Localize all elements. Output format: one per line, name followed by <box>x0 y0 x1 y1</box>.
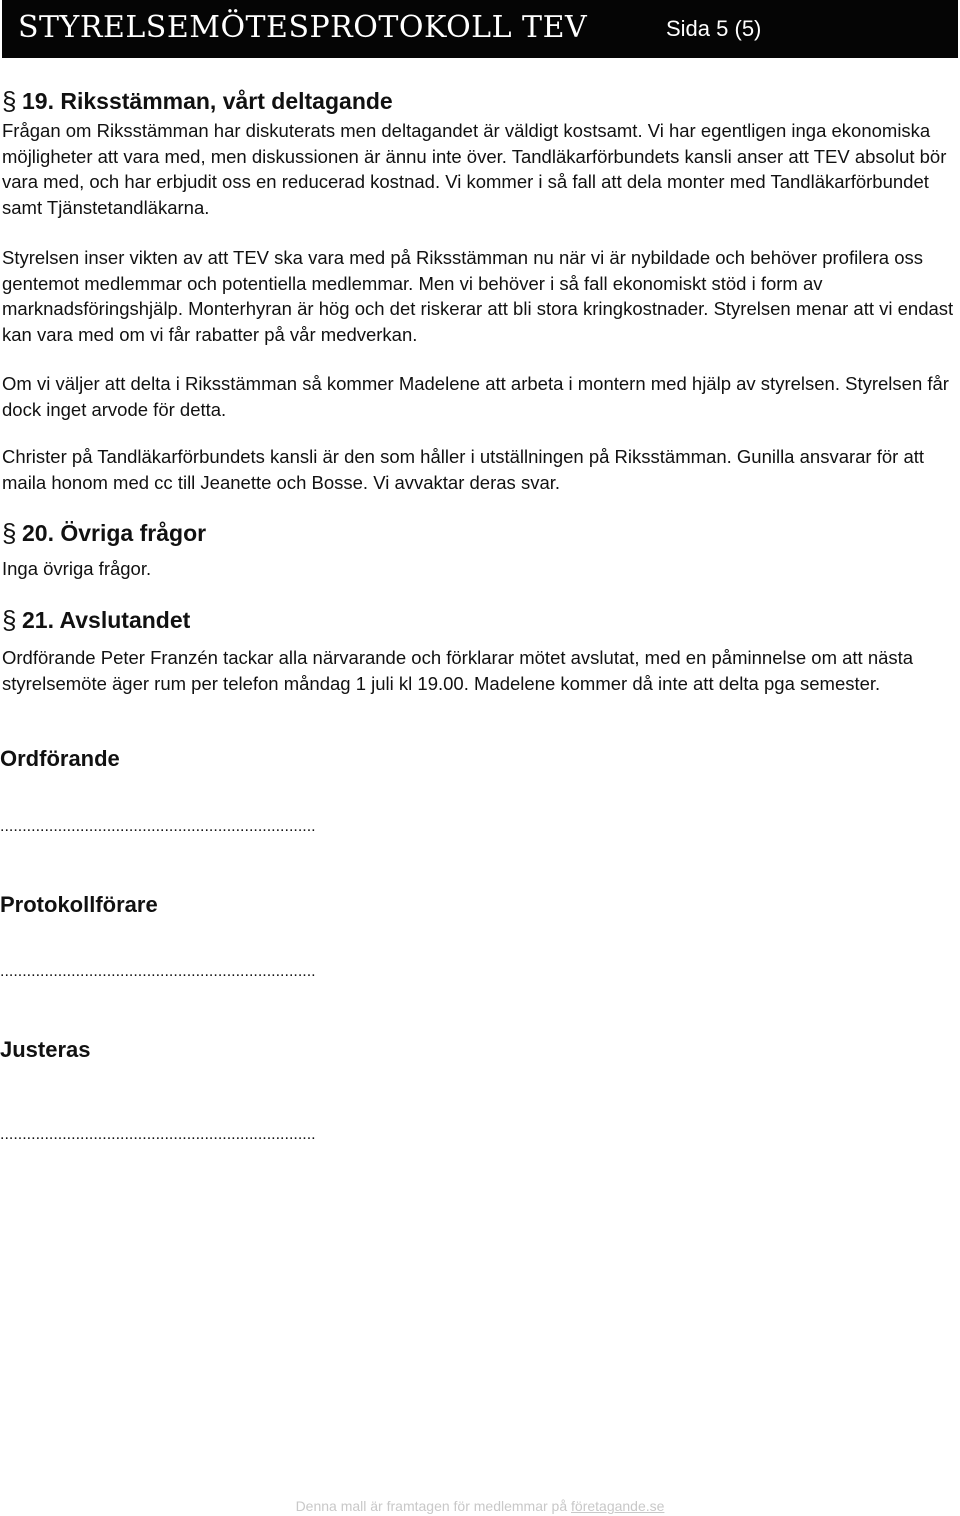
page-footer <box>0 1498 960 1514</box>
signature-line-chair: ....................................................................... <box>0 818 316 835</box>
section-symbol: § <box>2 605 17 635</box>
document-header <box>2 0 958 58</box>
section-21-heading <box>2 605 190 636</box>
section-19-paragraph-2: Styrelsen inser vikten av att TEV ska vara med på Riksstämman nu när vi är nybildade och behöver profilera oss gentemot medlemmar och potentiella medlemmar. Men vi behöver i så fall ekonomiskt stöd i form av marknadsföringshjälp. Monterhyran är hög och det riskerar att bli stora kringkostnader. Styrelsen menar att vi endast kan vara med om vi får rabatter på vår medverkan. <box>2 247 954 345</box>
section-symbol: § <box>2 518 17 548</box>
section-19-heading <box>2 86 393 117</box>
section-19-title: 19. Riksstämman, vårt deltagande <box>22 88 393 114</box>
signature-line-adjuster: ....................................................................... <box>0 1126 316 1143</box>
page-number: Sida 5 (5) <box>666 16 762 41</box>
section-19-paragraph-4: Christer på Tandläkarförbundets kansli är den som håller i utställningen på Riksstämman. Gunilla ansvarar för att maila honom med cc till Jeanette och Bosse. Vi avvaktar deras svar. <box>2 446 925 493</box>
section-19-paragraph-1: Frågan om Riksstämman har diskuterats men deltagandet är väldigt kostsamt. Vi har egentligen inga ekonomiska möjligheter att vara med, men diskussionen är ännu inte över. Tandläkarförbundets kansli anser att TEV absolut bör vara med, och har erbjudit oss en reducerad kostnad. Vi kommer i så fall att dela monter med Tandläkarförbundet samt Tjänstetandläkarna. <box>2 120 947 218</box>
footer-text: Denna mall är framtagen för medlemmar på <box>295 1498 572 1514</box>
section-21-title: 21. Avslutandet <box>22 607 191 633</box>
signature-line-secretary: ....................................................................... <box>0 963 316 980</box>
section-21-text: Ordförande Peter Franzén tackar alla närvarande och förklarar mötet avslutat, med en påminnelse om att nästa styrelsemöte äger rum per telefon måndag 1 juli kl 19.00. Madelene kommer då inte att delta pga semester. <box>2 647 914 694</box>
section-symbol: § <box>2 86 17 116</box>
section-20-heading <box>2 518 206 549</box>
section-20-text: Inga övriga frågor. <box>2 558 152 579</box>
section-20-title: 20. Övriga frågor <box>22 520 207 546</box>
signature-label-chair: Ordförande <box>0 746 120 771</box>
signature-label-adjuster: Justeras <box>0 1037 91 1062</box>
document-title: STYRELSEMÖTESPROTOKOLL TEV <box>18 10 588 45</box>
section-19-paragraph-3: Om vi väljer att delta i Riksstämman så kommer Madelene att arbeta i montern med hjälp av styrelsen. Styrelsen får dock inget arvode för detta. <box>2 373 949 420</box>
signature-label-secretary: Protokollförare <box>0 892 158 917</box>
footer-link[interactable]: företagande.se <box>571 1498 665 1514</box>
